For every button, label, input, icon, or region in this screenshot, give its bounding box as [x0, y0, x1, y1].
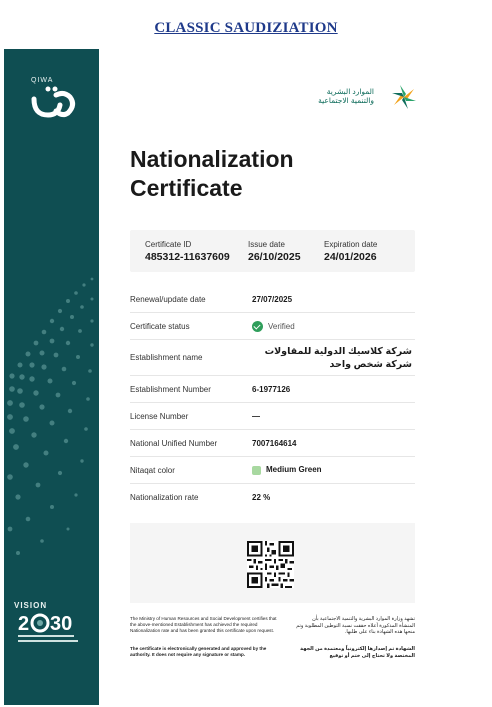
qiwa-logo-icon — [28, 73, 80, 125]
nitaqat-color-swatch — [252, 466, 261, 475]
detail-label: Establishment Number — [130, 384, 211, 394]
verified-check-icon — [252, 321, 263, 332]
summary-label: Issue date — [248, 240, 285, 249]
detail-row-establishment-name — [130, 340, 415, 376]
certificate-summary — [130, 230, 415, 272]
nitaqat-text: Medium Green — [266, 465, 322, 475]
detail-value: شركة كلاسيك الدولية للمقاولات شركة شخص واحد — [264, 345, 412, 370]
summary-value: 26/10/2025 — [248, 251, 301, 263]
qr-code-icon — [247, 541, 294, 588]
hrsd-logo-line2: والتنمية الاجتماعية — [318, 96, 374, 105]
footer-ar-statement: تشهد وزارة الموارد البشرية والتنمية الاجتماعية بأن المنشأة المذكورة أعلاه حققت نسبة التوطين المطلوبة وتم منحها هذه الشهادة بناء على طلبها. — [296, 616, 415, 635]
detail-label: Establishment name — [130, 353, 203, 362]
summary-value: 485312-11637609 — [145, 251, 230, 263]
detail-row-nitaqat-color — [130, 457, 415, 484]
qiwa-label: QIWA — [31, 77, 54, 84]
footer-en-notice: The certificate is electronically generated and approved by the authority. It does not require any signature or stamp. — [130, 646, 267, 657]
document-heading: CLASSIC SAUDIZIATION — [154, 20, 338, 36]
detail-row-establishment-number — [130, 376, 415, 403]
detail-label: Certificate status — [130, 321, 190, 331]
detail-row-renewal-date — [130, 286, 415, 313]
detail-label: Nitaqat color — [130, 465, 175, 475]
title-line2: Certificate — [130, 175, 243, 201]
nitaqat-value — [252, 465, 322, 474]
detail-label: National Unified Number — [130, 438, 218, 448]
detail-row-national-unified-number — [130, 430, 415, 457]
expiration-date-field — [324, 240, 377, 264]
certificate-id-field — [145, 240, 230, 264]
certificate-title — [130, 145, 420, 203]
svg-text:30: 30 — [50, 613, 73, 635]
detail-label: License Number — [130, 411, 189, 421]
summary-value: 24/01/2026 — [324, 251, 377, 263]
footer-ar-notice: الشهادة تم إصدارها إلكترونياً ومعتمدة من الجهة المختصة ولا تحتاج إلى ختم أو توقيع — [300, 646, 415, 659]
detail-row-license-number — [130, 403, 415, 430]
status-value — [252, 321, 295, 332]
vision-label: VISION — [14, 601, 48, 610]
detail-row-nationalization-rate — [130, 484, 415, 511]
title-line1: Nationalization — [130, 146, 294, 172]
summary-label: Certificate ID — [145, 240, 192, 249]
hrsd-logo-line1: الموارد البشرية — [326, 87, 374, 96]
vision-2030-logo-icon — [12, 598, 92, 648]
footer-en-statement: The Ministry of Human Resources and Social Development certifies that the above-mentioned Establishment has achieved the required Nationalization rate and has been granted this certificate upon request. — [130, 616, 277, 633]
certificate-page — [4, 49, 446, 705]
certificate-details — [130, 286, 415, 511]
detail-label: Nationalization rate — [130, 493, 199, 502]
detail-value: 6-1977126 — [252, 384, 291, 394]
hrsd-logo-text — [318, 87, 374, 105]
detail-value: 27/07/2025 — [252, 294, 293, 304]
detail-row-certificate-status — [130, 313, 415, 340]
qr-code-panel — [130, 523, 415, 603]
detail-value: — — [252, 411, 260, 421]
certificate-content — [130, 49, 420, 705]
detail-label: Renewal/update date — [130, 294, 206, 304]
svg-text:2: 2 — [18, 613, 30, 635]
summary-label: Expiration date — [324, 240, 378, 249]
sidebar-panel — [4, 49, 99, 705]
issue-date-field — [248, 240, 301, 264]
status-text: Verified — [268, 321, 295, 331]
detail-value: 7007164614 — [252, 438, 297, 448]
detail-value: 22 % — [252, 493, 271, 502]
